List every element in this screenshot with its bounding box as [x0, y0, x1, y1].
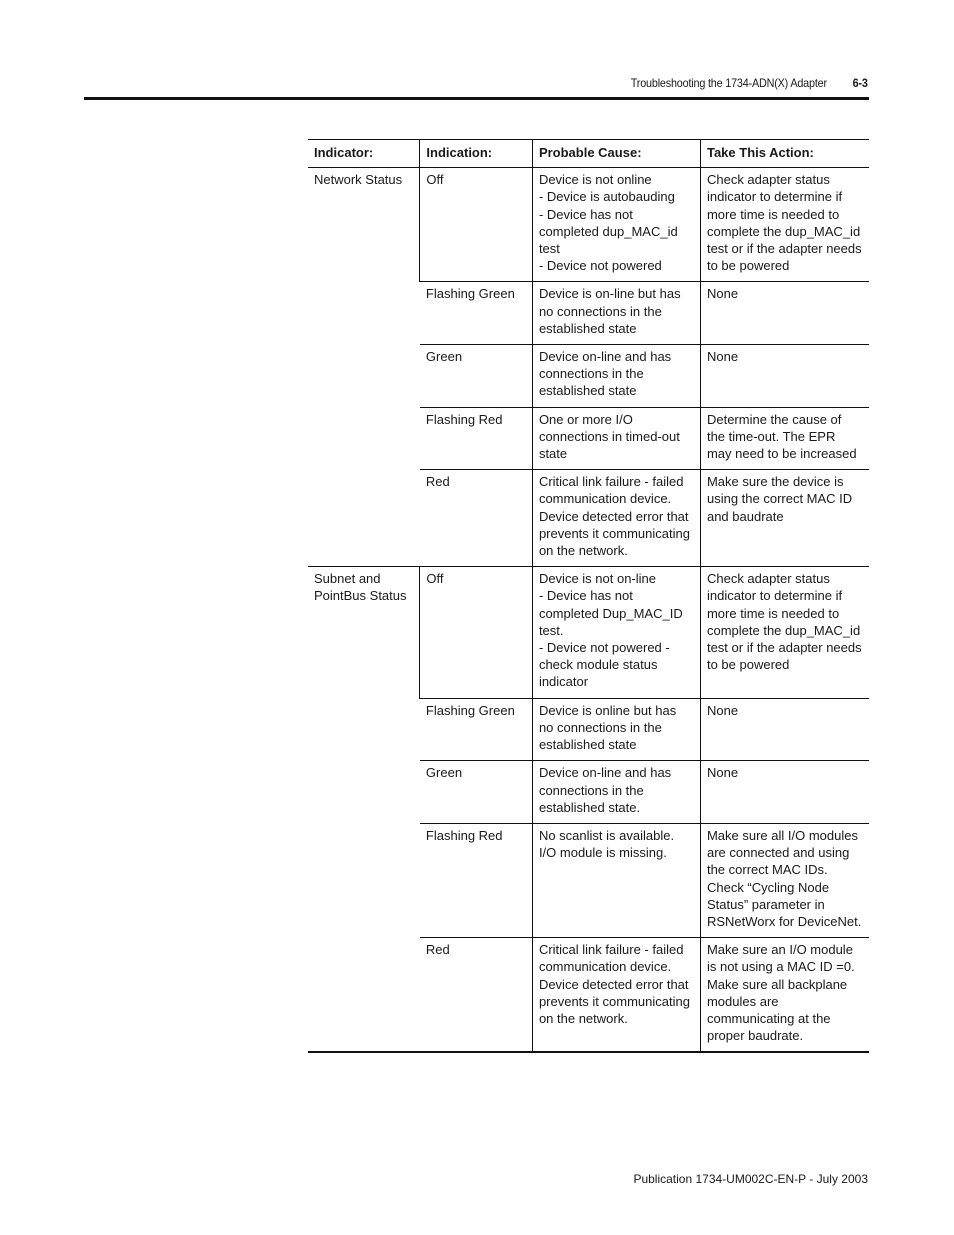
action-cell: Make sure the device is using the correct MAC ID and baudrate	[700, 470, 869, 567]
indication-cell: Red	[420, 938, 533, 1053]
action-cell: Determine the cause of the time-out. The EPR may need to be increased	[700, 407, 869, 470]
indication-cell: Green	[420, 761, 533, 824]
table-row	[308, 168, 869, 282]
cause-cell: Device is not on-line - Device has not completed Dup_MAC_ID test. - Device not powered - check module status indicator	[532, 567, 700, 698]
indication-cell: Flashing Red	[420, 823, 533, 937]
header-rule	[84, 97, 869, 100]
action-cell: None	[700, 761, 869, 824]
action-cell: Check adapter status indicator to determine if more time is needed to complete the dup_MAC_id test or if the adapter needs to be powered	[700, 168, 869, 282]
cause-cell: One or more I/O connections in timed-out state	[532, 407, 700, 470]
indication-cell: Red	[420, 470, 533, 567]
cause-cell: Device is on-line but has no connections in the established state	[532, 282, 700, 345]
column-header-indicator: Indicator:	[308, 140, 420, 168]
cause-cell: Critical link failure - failed communication device. Device detected error that prevents it communicating on the network.	[532, 938, 700, 1053]
troubleshooting-table	[308, 139, 869, 1053]
cause-cell: No scanlist is available. I/O module is missing.	[532, 823, 700, 937]
indication-cell: Flashing Green	[420, 282, 533, 345]
page-number: 6-3	[852, 76, 868, 90]
table-row	[308, 567, 869, 698]
action-cell: Make sure an I/O module is not using a MAC ID =0. Make sure all backplane modules are communicating at the proper baudrate.	[700, 938, 869, 1053]
indication-cell: Flashing Red	[420, 407, 533, 470]
indicator-cell: Subnet and PointBus Status	[308, 567, 420, 1053]
cause-cell: Device on-line and has connections in the established state	[532, 345, 700, 408]
indication-cell: Off	[420, 567, 533, 698]
column-header-action: Take This Action:	[700, 140, 869, 168]
indication-cell: Green	[420, 345, 533, 408]
action-cell: None	[700, 345, 869, 408]
running-header	[0, 74, 868, 92]
cause-cell: Device is online but has no connections in the established state	[532, 698, 700, 761]
cause-cell: Device on-line and has connections in the established state.	[532, 761, 700, 824]
indicator-cell: Network Status	[308, 168, 420, 567]
indication-cell: Off	[420, 168, 533, 282]
cause-cell: Device is not online - Device is autobauding - Device has not completed dup_MAC_id test - Device not powered	[532, 168, 700, 282]
column-header-indication: Indication:	[420, 140, 533, 168]
chapter-title: Troubleshooting the 1734-ADN(X) Adapter	[631, 76, 828, 90]
publication-footer: Publication 1734-UM002C-EN-P - July 2003	[633, 1172, 868, 1186]
action-cell: Check adapter status indicator to determine if more time is needed to complete the dup_MAC_id test or if the adapter needs to be powered	[700, 567, 869, 698]
action-cell: None	[700, 698, 869, 761]
action-cell: None	[700, 282, 869, 345]
column-header-cause: Probable Cause:	[532, 140, 700, 168]
cause-cell: Critical link failure - failed communication device. Device detected error that prevents it communicating on the network.	[532, 470, 700, 567]
action-cell: Make sure all I/O modules are connected and using the correct MAC IDs. Check “Cycling Node Status” parameter in RSNetWorx for DeviceNet.	[700, 823, 869, 937]
table-header-row	[308, 140, 869, 168]
indication-cell: Flashing Green	[420, 698, 533, 761]
